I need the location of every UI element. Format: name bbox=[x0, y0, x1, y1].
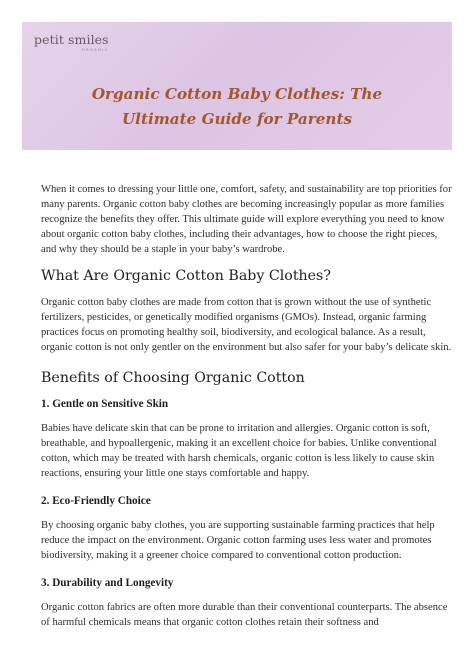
subheading-durability: 3. Durability and Longevity bbox=[41, 577, 174, 589]
brand-tagline: ORGANIC bbox=[81, 48, 109, 52]
brand-logo bbox=[34, 33, 109, 53]
page-title bbox=[22, 82, 452, 132]
brand-name: petit smiles bbox=[34, 32, 109, 47]
section-heading-what-is: What Are Organic Cotton Baby Clothes? bbox=[41, 268, 331, 284]
intro-paragraph: When it comes to dressing your little one, comfort, safety, and sustainability are top priorities for many parents. Organic cotton baby clothes are becoming increasingly popular as more families recognize the benefits they offer. This ultimate guide will explore everything you need to know about organic cotton baby clothes, including their advantages, how to choose the right pieces, and why they should be a staple in your baby’s wardrobe. bbox=[41, 184, 452, 255]
page-title-line-1: Organic Cotton Baby Clothes: The bbox=[91, 85, 383, 103]
subheading-gentle-skin: 1. Gentle on Sensitive Skin bbox=[41, 398, 169, 410]
article-body bbox=[41, 182, 453, 643]
header-banner bbox=[22, 22, 452, 150]
section-paragraph-what-is: Organic cotton baby clothes are made from cotton that is grown without the use of synthetic fertilizers, pesticides, or genetically modified organisms (GMOs). Instead, organic farming practices focus on promoting healthy soil, biodiversity, and ecological balance. As a result, organic cotton is not only gentler on the environment but also safer for your baby’s delicate skin. bbox=[41, 297, 452, 353]
paragraph-durability: Organic cotton fabrics are often more durable than their conventional counterparts. The absence of harmful chemicals means that organic cotton clothes retain their softness and bbox=[41, 602, 448, 628]
subheading-eco-friendly: 2. Eco-Friendly Choice bbox=[41, 495, 151, 507]
page-title-line-2: Ultimate Guide for Parents bbox=[121, 110, 353, 128]
section-heading-benefits: Benefits of Choosing Organic Cotton bbox=[41, 370, 305, 386]
paragraph-eco-friendly: By choosing organic baby clothes, you are supporting sustainable farming practices that help reduce the impact on the environment. Organic cotton farming uses less water and promotes biodiversity, making it a greener choice compared to conventional cotton production. bbox=[41, 520, 435, 561]
paragraph-gentle-skin: Babies have delicate skin that can be prone to irritation and allergies. Organic cotton is soft, breathable, and hypoallergenic, making it an excellent choice for babies. Unlike conventional cotton, which may be treated with harsh chemicals, organic cotton is less likely to cause skin reactions, ensuring your little one stays comfortable and happy. bbox=[41, 423, 437, 479]
